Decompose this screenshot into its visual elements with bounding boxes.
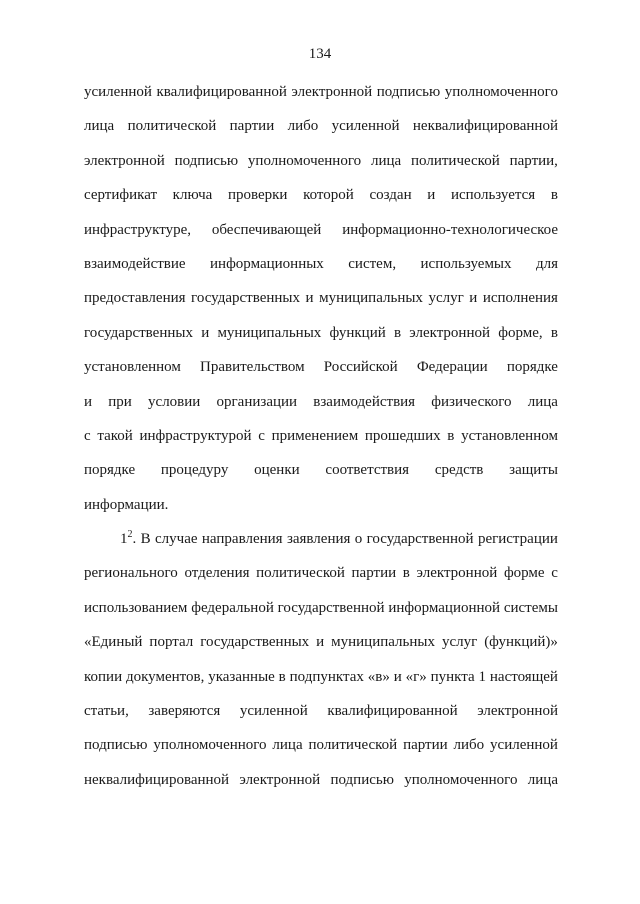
word: с: [84, 427, 91, 444]
word: регионального: [84, 565, 178, 582]
word: и: [469, 290, 478, 307]
word: порядке: [84, 462, 136, 479]
text-line: [84, 563, 558, 597]
word: В: [140, 531, 151, 548]
text-line: [84, 529, 558, 563]
word: неквалифицированной: [84, 771, 230, 788]
word: с: [551, 565, 558, 582]
text-line: [84, 185, 558, 219]
word: лица: [370, 152, 402, 169]
word: либо: [453, 737, 485, 754]
word: партии: [229, 118, 275, 135]
word: направления: [201, 531, 283, 548]
word: государственной: [277, 599, 385, 616]
word: партии,: [509, 152, 558, 169]
word: взаимодействие: [84, 255, 186, 272]
word: политической: [308, 737, 398, 754]
word: исполнения: [482, 290, 558, 307]
word: подписью: [330, 771, 394, 788]
word: и: [316, 634, 325, 651]
word: и: [427, 187, 436, 204]
word: создан: [369, 187, 412, 204]
word: инфраструктуре,: [84, 221, 191, 238]
word: портал: [149, 634, 194, 651]
word: партии: [351, 565, 397, 582]
word: муниципальных: [319, 290, 423, 307]
word: услуг: [441, 634, 478, 651]
word: оценки: [254, 462, 300, 479]
word: электронной: [84, 152, 165, 169]
word: копии: [84, 668, 123, 685]
word: подписью: [174, 152, 239, 169]
word: установленном: [84, 359, 181, 376]
word: заявления: [286, 531, 351, 548]
word: в: [393, 324, 402, 341]
word: Правительством: [200, 359, 305, 376]
text-line: [84, 701, 558, 735]
text-line: [84, 116, 558, 150]
word: и: [393, 668, 402, 685]
word: усиленной: [239, 703, 308, 720]
word: для: [535, 255, 558, 272]
word: применением: [271, 427, 359, 444]
word: условии: [148, 393, 201, 410]
word: лица: [527, 771, 558, 788]
text-line: [84, 288, 558, 322]
word: взаимодействия: [313, 393, 416, 410]
word: (функций)»: [484, 634, 558, 651]
word: заверяются: [148, 703, 221, 720]
word: Российской: [323, 359, 398, 376]
text-line: [84, 495, 558, 529]
word: регистрации: [477, 531, 558, 548]
word: при: [108, 393, 132, 410]
text-line: [84, 357, 558, 391]
word: электронной: [239, 771, 321, 788]
word: уполномоченного: [404, 771, 518, 788]
word: уполномоченного: [444, 84, 558, 100]
word: и: [305, 290, 314, 307]
text-line: [84, 254, 558, 288]
word: порядке: [506, 359, 558, 376]
text-line: [84, 770, 558, 804]
word: квалифицированной: [327, 703, 458, 720]
text-line: [84, 82, 558, 116]
word: в: [550, 187, 558, 204]
word: физического: [431, 393, 512, 410]
text-line: [84, 220, 558, 254]
word: обеспечивающей: [211, 221, 322, 238]
word: которой: [303, 187, 354, 204]
word: форме: [503, 565, 545, 582]
word: усиленной: [331, 118, 400, 135]
word: $1^2$.: [120, 529, 137, 548]
word: «Единый: [84, 634, 143, 651]
word: лица: [84, 118, 115, 135]
word: сертификат: [84, 187, 158, 204]
word: государственной: [366, 531, 474, 548]
text-line: [84, 151, 558, 185]
word: электронной: [409, 324, 491, 341]
word: лица: [527, 393, 558, 410]
word: неквалифицированной: [412, 118, 558, 135]
word: установленном: [461, 427, 558, 444]
page-number: 134: [308, 46, 332, 62]
text-line: [84, 426, 558, 460]
word: услуг: [428, 290, 464, 307]
word: лица: [272, 737, 303, 754]
word: проверки: [227, 187, 288, 204]
word: такой: [97, 427, 133, 444]
word: форме,: [498, 324, 543, 341]
clause-number: 1: [120, 531, 128, 548]
word: и: [201, 324, 210, 341]
word: случае: [155, 531, 198, 548]
word: процедуру: [160, 462, 229, 479]
word: отделения: [184, 565, 250, 582]
word: используемых: [420, 255, 512, 272]
word: уполномоченного: [153, 737, 267, 754]
word: муниципальных: [331, 634, 435, 651]
word: настоящей: [489, 668, 558, 685]
word: «г»: [405, 668, 427, 685]
word: инфраструктурой: [139, 427, 252, 444]
word: партии: [403, 737, 448, 754]
word: предоставления: [84, 290, 186, 307]
word: квалифицированной: [156, 84, 287, 100]
word: федеральной: [191, 599, 274, 616]
word: информационных: [210, 255, 324, 272]
word: систем,: [348, 255, 397, 272]
word: усиленной: [84, 84, 152, 100]
word: электронной: [291, 84, 373, 100]
word: статьи,: [84, 703, 129, 720]
word: документов,: [125, 668, 205, 685]
word: прошедших: [364, 427, 441, 444]
word: политической: [127, 118, 217, 135]
word: информационной: [388, 599, 501, 616]
word: средств: [434, 462, 484, 479]
document-body: [84, 82, 558, 804]
word: «в»: [367, 668, 390, 685]
word: подпунктах: [289, 668, 364, 685]
word: подписью: [376, 84, 441, 100]
word: использованием: [84, 599, 188, 616]
word: в: [278, 668, 286, 685]
text-line: [84, 598, 558, 632]
word: пункта: [430, 668, 475, 685]
word: о: [354, 531, 363, 548]
text-line: [84, 392, 558, 426]
word: указанные: [208, 668, 275, 685]
text-line: [84, 460, 558, 494]
word: политической: [256, 565, 345, 582]
word: уполномоченного: [247, 152, 362, 169]
word: с: [258, 427, 265, 444]
text-line: [84, 735, 558, 769]
word: усиленной: [490, 737, 558, 754]
word: государственных: [84, 324, 193, 341]
word: ключа: [172, 187, 213, 204]
word: Федерации: [416, 359, 488, 376]
word: 1: [478, 668, 487, 685]
clause-superscript: 2: [127, 529, 133, 541]
word: государственных: [200, 634, 310, 651]
word: информации.: [84, 496, 169, 513]
word: муниципальных: [217, 324, 322, 341]
word: в: [402, 565, 410, 582]
word: в: [447, 427, 455, 444]
word: информационно-технологическое: [342, 221, 558, 238]
word: либо: [287, 118, 319, 135]
word: и: [84, 393, 93, 410]
word: политической: [411, 152, 500, 169]
text-line: [84, 323, 558, 357]
word: функций: [329, 324, 386, 341]
word: подписью: [84, 737, 148, 754]
word: системы: [503, 599, 558, 616]
word: государственных: [191, 290, 301, 307]
word: организации: [216, 393, 298, 410]
text-line: [84, 632, 558, 666]
word: защиты: [509, 462, 558, 479]
text-line: [84, 667, 558, 701]
word: электронной: [416, 565, 498, 582]
word: в: [550, 324, 558, 341]
word: соответствия: [325, 462, 410, 479]
word: используется: [450, 187, 536, 204]
word: электронной: [477, 703, 558, 720]
